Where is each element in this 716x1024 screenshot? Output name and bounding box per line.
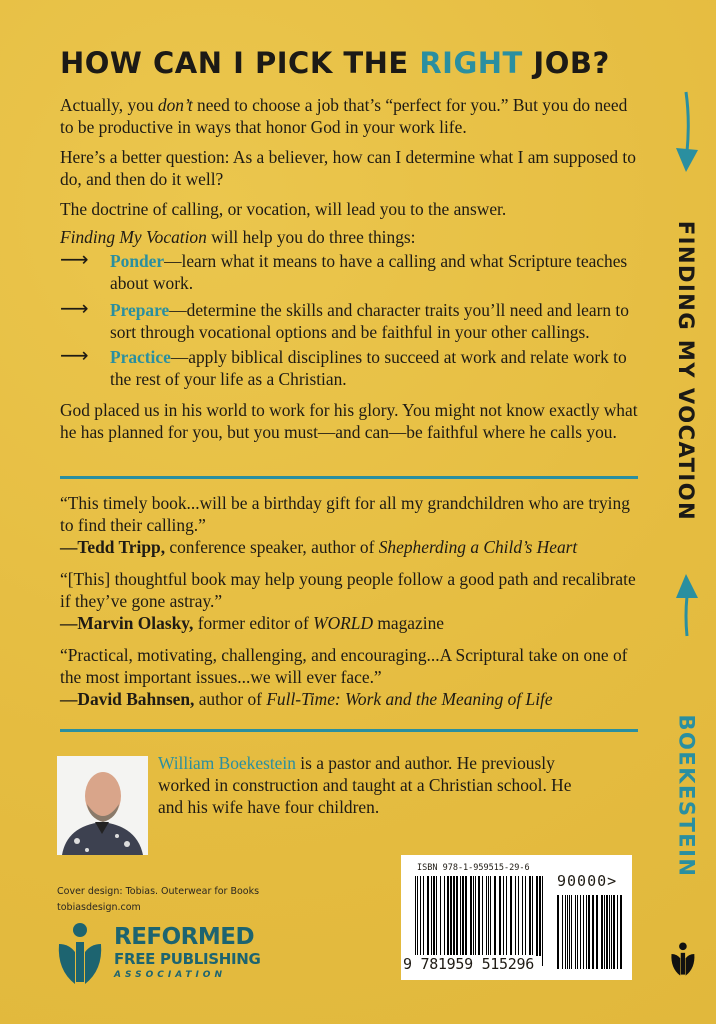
barcode-bar (604, 895, 605, 969)
barcode-bar (475, 876, 476, 956)
barcode-bar (427, 876, 429, 966)
barcode-bar (465, 876, 467, 956)
barcode-bar (592, 895, 594, 969)
barcode-bar (620, 895, 622, 969)
tulip-logo-icon (57, 922, 107, 992)
barcode-bar (596, 895, 598, 969)
barcode-bar (447, 876, 449, 956)
barcode-bar (522, 876, 523, 956)
barcode-bar (515, 876, 516, 956)
barcode-bar (444, 876, 445, 956)
barcode-bar (450, 876, 452, 956)
arrow-right-icon: ⟶ (60, 296, 89, 320)
barcode-bar (453, 876, 455, 956)
barcode-bar (462, 876, 464, 956)
barcode-bar (456, 876, 458, 956)
barcode-bar (567, 895, 568, 969)
barcode-bar (470, 876, 472, 956)
barcode-bar (532, 876, 533, 956)
intro-paragraph-4: Finding My Vocation will help you do three things: (60, 227, 416, 247)
barcode-bar (436, 876, 437, 956)
barcode-bar (506, 876, 507, 956)
intro-paragraph-3: The doctrine of calling, or vocation, will lead you to the answer. (60, 199, 507, 219)
barcode-bar (617, 895, 618, 969)
isbn-barcode: ISBN 978-1-959515-29-6 90000> 9 781959 515296 (401, 855, 632, 980)
barcode-bar (473, 876, 474, 956)
barcode-bar (580, 895, 581, 969)
barcode-bar (490, 876, 491, 956)
barcode-bar (518, 876, 519, 956)
author-photo (57, 756, 148, 855)
arrow-right-icon: ⟶ (60, 343, 89, 367)
arrow-right-icon: ⟶ (60, 247, 89, 271)
endorsement: “Practical, motivating, challenging, and encouraging...A Scriptural take on one of the most important issues...we will ever face.” —David Bahnsen, author of Full-Time: Work and the Meaning of Life (60, 645, 628, 709)
barcode-bar (440, 876, 441, 956)
publisher-logo: REFORMED FREE PUBLISHING ASSOCIATION (57, 922, 277, 992)
barcode-bar (486, 876, 487, 956)
barcode-bar (539, 876, 541, 956)
barcode-bar (586, 895, 587, 969)
barcode-bar (536, 876, 538, 956)
author-bio: William Boekestein is a pastor and author. He previously worked in construction and taught at a Christian school. He and his wife have four children. (158, 753, 572, 817)
cover-design-credit: Cover design: Tobias. Outerwear for Books tobiasdesign.com (57, 886, 260, 913)
endorsement: “[This] thoughtful book may help young people follow a good path and recalibrate if they’ve gone astray.” —Marvin Olasky, former editor of WORLD magazine (60, 569, 636, 633)
barcode-bar (575, 895, 576, 969)
barcode-bar (460, 876, 461, 956)
divider (60, 476, 638, 479)
intro-paragraph-2: Here’s a better question: As a believer, how can I determine what I am supposed to do, and then do it well? (60, 147, 636, 189)
intro-paragraph-1: Actually, you don’t need to choose a job that’s “perfect for you.” But you do need to be productive in ways that honor God in your work life. (60, 95, 628, 137)
closing-paragraph: God placed us in his world to work for his glory. You might not know exactly what he has planned for you, but you must—and can—be faithful where he calls you. (60, 400, 638, 442)
spine-author: BOEKESTEIN (674, 714, 699, 878)
barcode-bar (499, 876, 501, 956)
barcode-bar (431, 876, 432, 956)
barcode-bar (423, 876, 424, 956)
barcode-bar (577, 895, 578, 969)
barcode-bar (609, 895, 610, 969)
barcode-bar (606, 895, 608, 969)
arrow-down-icon (674, 90, 704, 180)
barcode-bar (583, 895, 584, 969)
barcode-bar (488, 876, 489, 956)
barcode-bar (482, 876, 483, 956)
barcode-bar (542, 876, 543, 966)
barcode-bar (510, 876, 512, 956)
barcode-bar (494, 876, 496, 956)
barcode-bar (420, 876, 421, 956)
barcode-bar (613, 895, 615, 969)
barcode-bar (529, 876, 531, 956)
barcode-bar (611, 895, 612, 969)
arrow-up-icon (674, 572, 704, 637)
barcode-bar (433, 876, 435, 956)
barcode-bar (557, 895, 559, 969)
barcode-bar (588, 895, 590, 969)
divider (60, 729, 638, 732)
spine-title: FINDING MY VOCATION (674, 220, 699, 522)
barcode-bar (503, 876, 504, 956)
barcode-bar (565, 895, 566, 969)
endorsement: “This timely book...will be a birthday gift for all my grandchildren who are trying to find their calling.” —Tedd Tripp, conference speaker, author of Shepherding a Child’s Heart (60, 493, 630, 557)
barcode-bar (569, 895, 570, 969)
barcode-bar (571, 895, 572, 969)
barcode-bar (415, 876, 416, 956)
back-cover-heading: HOW CAN I PICK THE RIGHT JOB? (60, 46, 610, 80)
barcode-bar (417, 876, 418, 956)
barcode-bar (525, 876, 526, 956)
barcode-bar (478, 876, 480, 956)
barcode-bar (562, 895, 563, 969)
barcode-bar (601, 895, 603, 969)
spine-tulip-logo-icon (670, 942, 698, 980)
